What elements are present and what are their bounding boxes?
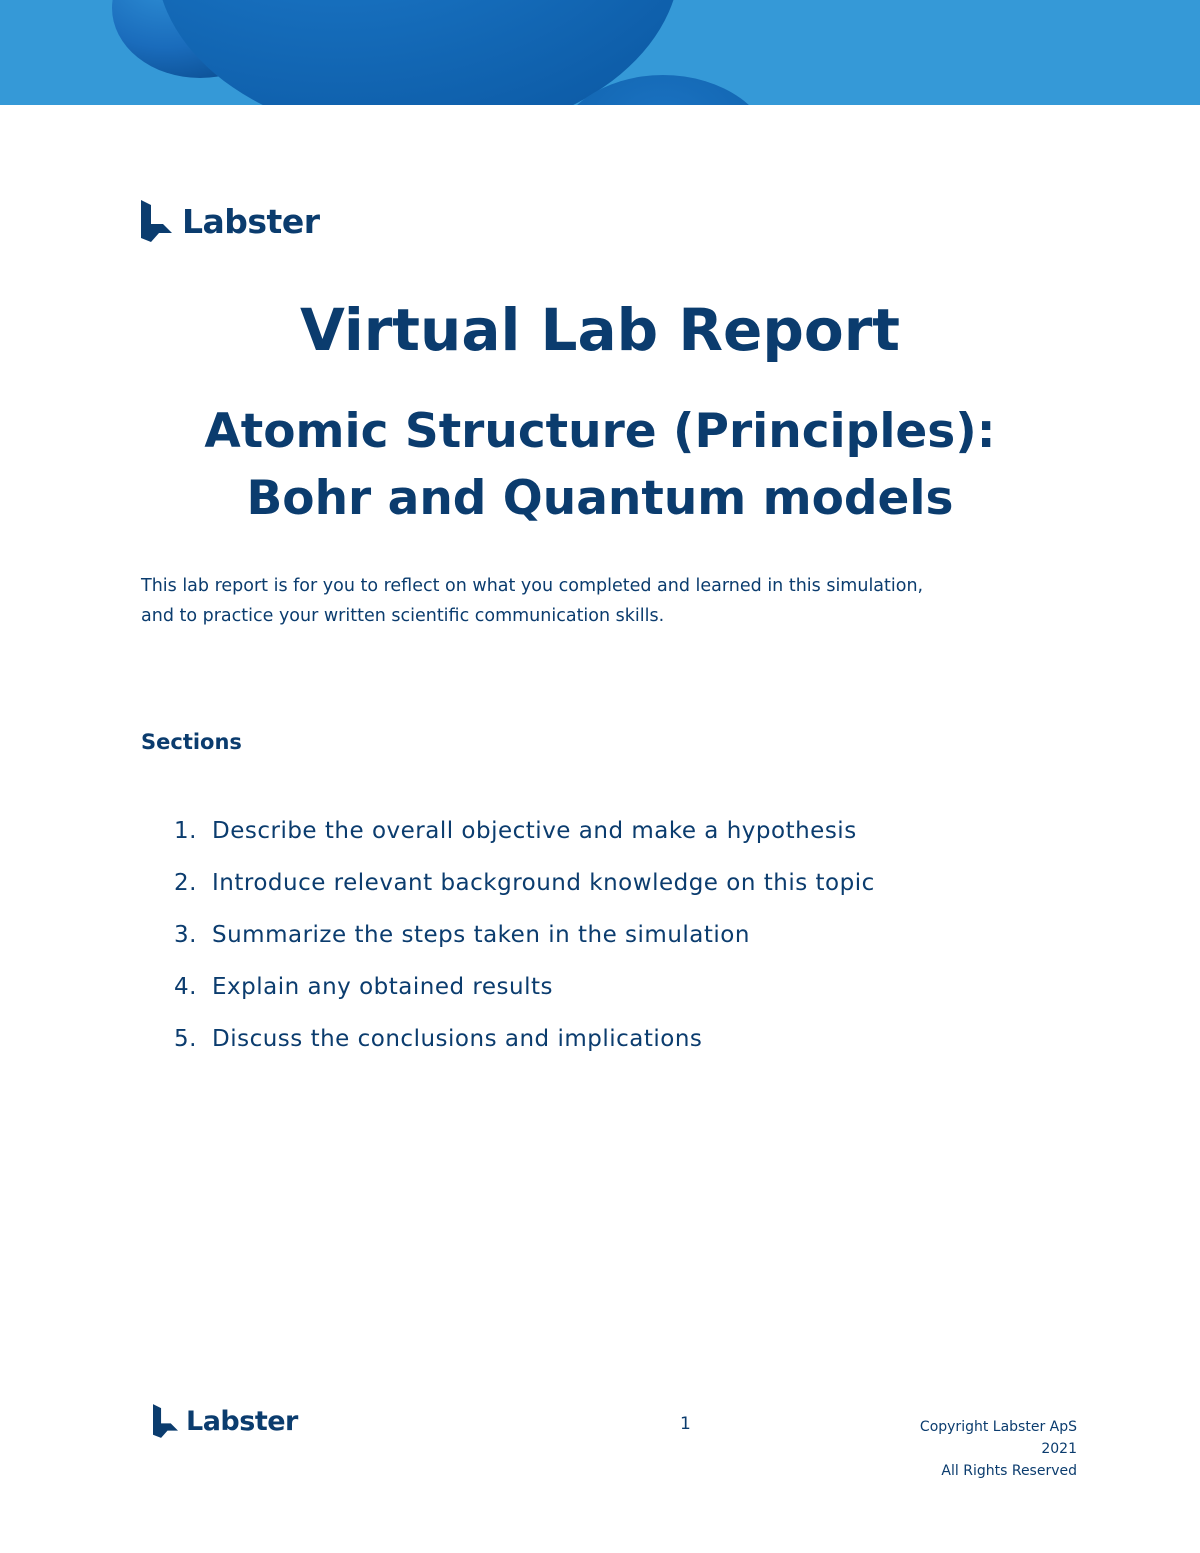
sections-list [174, 812, 875, 1072]
list-item [174, 968, 875, 1020]
subtitle-line-1: Atomic Structure (Principles): [204, 404, 996, 459]
list-item-number: 2. [174, 870, 197, 896]
list-item-text: Describe the overall objective and make a hypothesis [212, 818, 857, 844]
list-item-text: Summarize the steps taken in the simulation [212, 922, 750, 948]
subtitle-line-2: Bohr and Quantum models [246, 471, 954, 526]
footer-logo [153, 1404, 298, 1438]
header-banner [0, 0, 1200, 105]
page-subtitle [0, 398, 1200, 532]
copyright-notice [920, 1416, 1077, 1482]
list-item [174, 916, 875, 968]
page-title: Virtual Lab Report [299, 296, 901, 364]
list-item [174, 1020, 875, 1072]
labster-logo-icon [141, 200, 172, 242]
list-item-text: Discuss the conclusions and implications [212, 1026, 703, 1052]
list-item [174, 812, 875, 864]
copyright-line-1: Copyright Labster ApS [919, 1419, 1077, 1435]
labster-logo-text: Labster [182, 201, 320, 241]
intro-line-1: This lab report is for you to reflect on what you completed and learned in this simulation, [141, 576, 924, 596]
page-number: 1 [680, 1414, 691, 1434]
list-item [174, 864, 875, 916]
labster-logo-icon [153, 1404, 178, 1438]
copyright-line-3: All Rights Reserved [941, 1463, 1077, 1479]
intro-paragraph [141, 572, 1121, 631]
list-item-text: Explain any obtained results [212, 974, 553, 1000]
list-item-text: Introduce relevant background knowledge on this topic [212, 870, 875, 896]
list-item-number: 5. [174, 1026, 197, 1052]
sections-heading: Sections [141, 730, 242, 754]
intro-line-2: and to practice your written scientific communication skills. [141, 605, 665, 626]
footer-logo-text: Labster [186, 1405, 298, 1437]
list-item-number: 1. [174, 818, 197, 844]
copyright-line-2: 2021 [1041, 1441, 1077, 1457]
decorative-spheres [0, 0, 1200, 105]
labster-logo [141, 200, 320, 242]
list-item-number: 4. [174, 974, 197, 1000]
list-item-number: 3. [174, 922, 197, 948]
